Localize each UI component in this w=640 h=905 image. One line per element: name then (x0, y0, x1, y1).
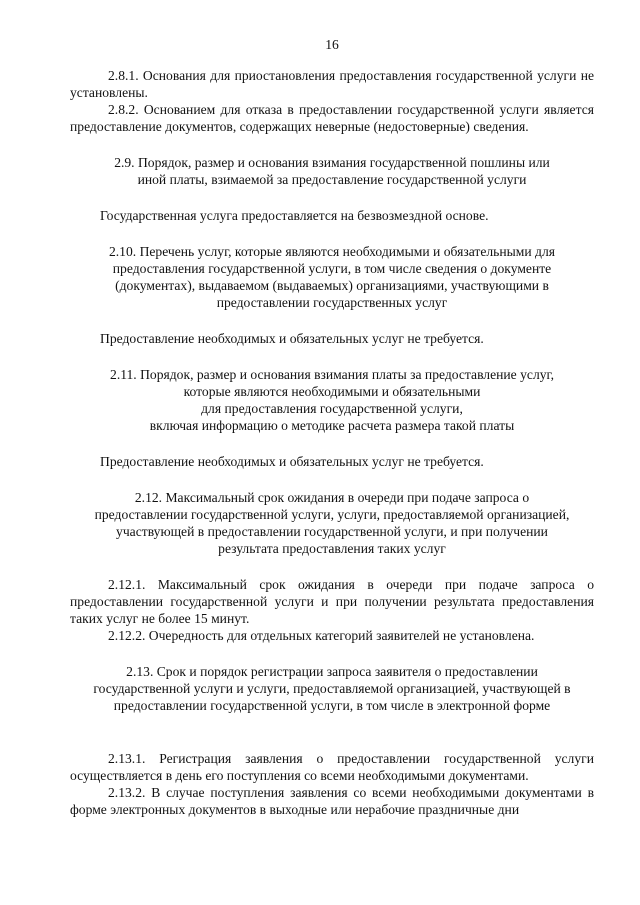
paragraph-2-12-2: 2.12.2. Очередность для отдельных категорий заявителей не установлена. (108, 628, 535, 643)
heading-2-9: 2.9. Порядок, размер и основания взимания государственной пошлины или иной платы, взимаемой за предоставление государственной услуги (114, 155, 550, 187)
paragraph-2-8-1: 2.8.1. Основания для приостановления предоставления государственной услуги не установлены. (70, 68, 594, 100)
heading-2-13: 2.13. Срок и порядок регистрации запроса заявителя о предоставлении государственной услуги и услуги, предоставляемой организацией, участвующей в предоставлении государственной услуги, в том числе в электронной форме (93, 664, 571, 713)
page-number: 16 (325, 37, 339, 52)
paragraph-2-13-1: 2.13.1. Регистрация заявления о предоставлении государственной услуги осуществляется в день его поступления со всеми необходимыми документами. (70, 751, 594, 783)
paragraph-2-13-2: 2.13.2. В случае поступления заявления со всеми необходимыми документами в форме электронных документов в выходные или нерабочие праздничные дни (70, 785, 594, 817)
paragraph-2-10: Предоставление необходимых и обязательных услуг не требуется. (100, 331, 484, 346)
heading-2-12: 2.12. Максимальный срок ожидания в очереди при подаче запроса о предоставлении государственной услуги, услуги, предоставляемой организацией, участвующей в предоставлении государственной услуги, и при получении результата предоставления таких услуг (94, 490, 570, 556)
heading-2-11: 2.11. Порядок, размер и основания взимания платы за предоставление услуг, которые являются необходимыми и обязательными для предоставления государственной услуги, включая информацию о методике расчета размера такой платы (110, 367, 554, 433)
paragraph-2-8-2: 2.8.2. Основанием для отказа в предоставлении государственной услуги является предоставление документов, содержащих неверные (недостоверные) сведения. (70, 102, 594, 134)
paragraph-2-9: Государственная услуга предоставляется на безвозмездной основе. (100, 208, 489, 223)
paragraph-2-11: Предоставление необходимых и обязательных услуг не требуется. (100, 454, 484, 469)
paragraph-2-12-1: 2.12.1. Максимальный срок ожидания в очереди при подаче запроса о предоставлении государственной услуги и при получении результата предоставления таких услуг не более 15 минут. (70, 577, 594, 626)
heading-2-10: 2.10. Перечень услуг, которые являются необходимыми и обязательными для предоставления государственной услуги, в том числе сведения о документе (документах), выдаваемом (выдаваемых) организациями, участвующими в предоставлении государственных услуг (108, 244, 555, 310)
